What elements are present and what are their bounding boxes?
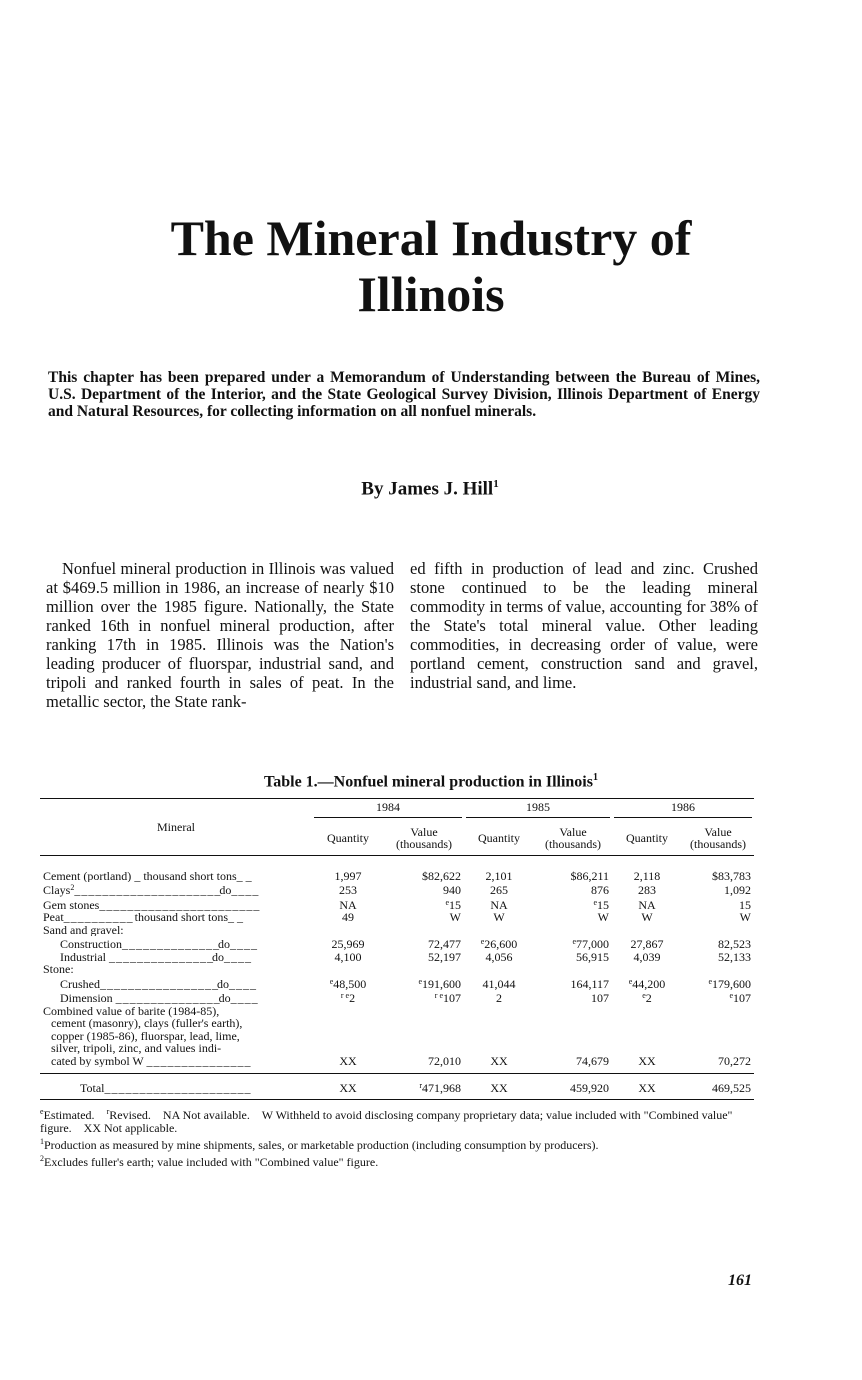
table-caption-text: Table 1.—Nonfuel mineral production in Illinois <box>264 773 593 791</box>
table-row-peat: Peat_ _ _ _ _ _ _ _ _ _ thousand short tons_ _ 49 W W W W W <box>43 910 751 924</box>
author-byline <box>230 478 630 500</box>
quantity-header-1986: Quantity <box>612 820 682 856</box>
quantity-header-1985: Quantity <box>464 820 534 856</box>
title-line-1: The Mineral Industry of <box>170 210 692 266</box>
footnote-1: $^1$Production as measured by mine shipments, sales, or marketable production (including consumption by producers). <box>40 1137 599 1152</box>
value-header-1986: Value (thousands) <box>682 820 754 856</box>
author-name: By James J. Hill <box>361 478 494 500</box>
table-row-cement: Cement (portland) _ thousand short tons_ _ 1,997 $82,622 2,101 $86,211 2,118 $83,783 <box>43 868 751 883</box>
value-header-1985: Value (thousands) <box>534 820 612 856</box>
year-1984-header: 1984 <box>312 799 464 820</box>
year-1985-header: 1985 <box>464 799 612 820</box>
footnote-symbols: $^e$Estimated. $^r$Revised. NA Not available. W Withheld to avoid disclosing company proprietary data; value included with "Combined value" figure. XX Not applicable. <box>40 1107 733 1135</box>
chapter-title <box>60 210 802 322</box>
author-footnote-mark: 1 <box>493 478 499 490</box>
table-row-dimension: Dimension _ _ _ _ _ _ _ _ _ _ _ _ _ _ _do_ _ _ _ $^{r e}$2 $^{r e}$107 2 107 $^e$2 $^e$107 <box>60 991 751 1005</box>
body-column-right: ed fifth in production of lead and zinc. Crushed stone continued to be the leading mineral commodity in terms of value, accounting for 38% of the State's total mineral value. Other leading commodities, in decreasing order of value, were portland cement, construction sand and gravel, industrial sand, and lime. <box>410 559 758 692</box>
table-row-gem-stones: Gem stones_ _ _ _ _ _ _ _ _ _ _ _ _ _ _ _ _ _ _ _ _ _ _ NA $^e$15 NA $^e$15 NA 15 <box>43 897 751 912</box>
table-caption <box>0 772 862 791</box>
table-row-crushed: Crushed_ _ _ _ _ _ _ _ _ _ _ _ _ _ _ _ _do_ _ _ _ $^e$48,500 $^e$191,600 41,044 164,117 $^e$44,200 $^e$179,600 <box>60 976 751 991</box>
table-year-header-row <box>40 799 754 820</box>
body-column-left: Nonfuel mineral production in Illinois was valued at $469.5 million in 1986, an increase of nearly $10 million over the 1985 figure. Nationally, the State ranked 16th in nonfuel mineral production, after ranking 17th in 1985. Illinois was the Nation's leading producer of fluorspar, industrial sand, and tripoli and ranked fourth in sales of peat. In the metallic sector, the State rank- <box>46 559 394 711</box>
year-1986-header: 1986 <box>612 799 754 820</box>
table-footnotes <box>40 1105 754 1169</box>
mineral-column-header: Mineral <box>40 799 312 856</box>
title-line-2: Illinois <box>357 266 505 322</box>
table-row-clays: Clays$^2$_ _ _ _ _ _ _ _ _ _ _ _ _ _ _ _ _ _ _ _ _do_ _ _ _ 253 940 265 876 283 1,092 <box>43 883 751 897</box>
page-number: 161 <box>728 1272 752 1289</box>
quantity-header-1984: Quantity <box>312 820 384 856</box>
table-row-construction: Construction_ _ _ _ _ _ _ _ _ _ _ _ _ _do_ _ _ _ 25,969 72,477 $^e$26,600 $^e$77,000 27,867 82,523 <box>60 937 751 951</box>
intro-paragraph: This chapter has been prepared under a Memorandum of Understanding between the Bureau of Mines, U.S. Department of the Interior, and the State Geological Survey Division, Illinois Department of Energy and Natural Resources, for collecting information on all nonfuel minerals. <box>48 369 760 420</box>
table-row-total: Total_ _ _ _ _ _ _ _ _ _ _ _ _ _ _ _ _ _ _ _ _ XX $^r$471,968 XX 459,920 XX 469,525 <box>40 1074 754 1100</box>
footnote-2: $^2$Excludes fuller's earth; value included with "Combined value" figure. <box>40 1154 379 1169</box>
production-table <box>40 798 754 1100</box>
table-caption-mark: 1 <box>592 772 598 783</box>
table-row-industrial: Industrial _ _ _ _ _ _ _ _ _ _ _ _ _ _ _do_ _ _ _ 4,100 52,197 4,056 56,915 4,039 52,133 <box>60 949 751 964</box>
table-group-sand-gravel: Sand and gravel: <box>43 923 124 936</box>
value-header-1984: Value (thousands) <box>384 820 464 856</box>
table-group-stone: Stone: <box>43 963 74 976</box>
table-row-combined: Combined value of barite (1984-85), cement (masonry), clays (fuller's earth), copper (1985-86), fluorspar, lead, lime, silver, tripoli, zinc, and values indi- cated by symbol W _ _ _ _ _ _ _ _ _ _ _ _ _ _ _ XX 72,010 XX 74,679 XX 70,272 <box>43 1004 751 1068</box>
